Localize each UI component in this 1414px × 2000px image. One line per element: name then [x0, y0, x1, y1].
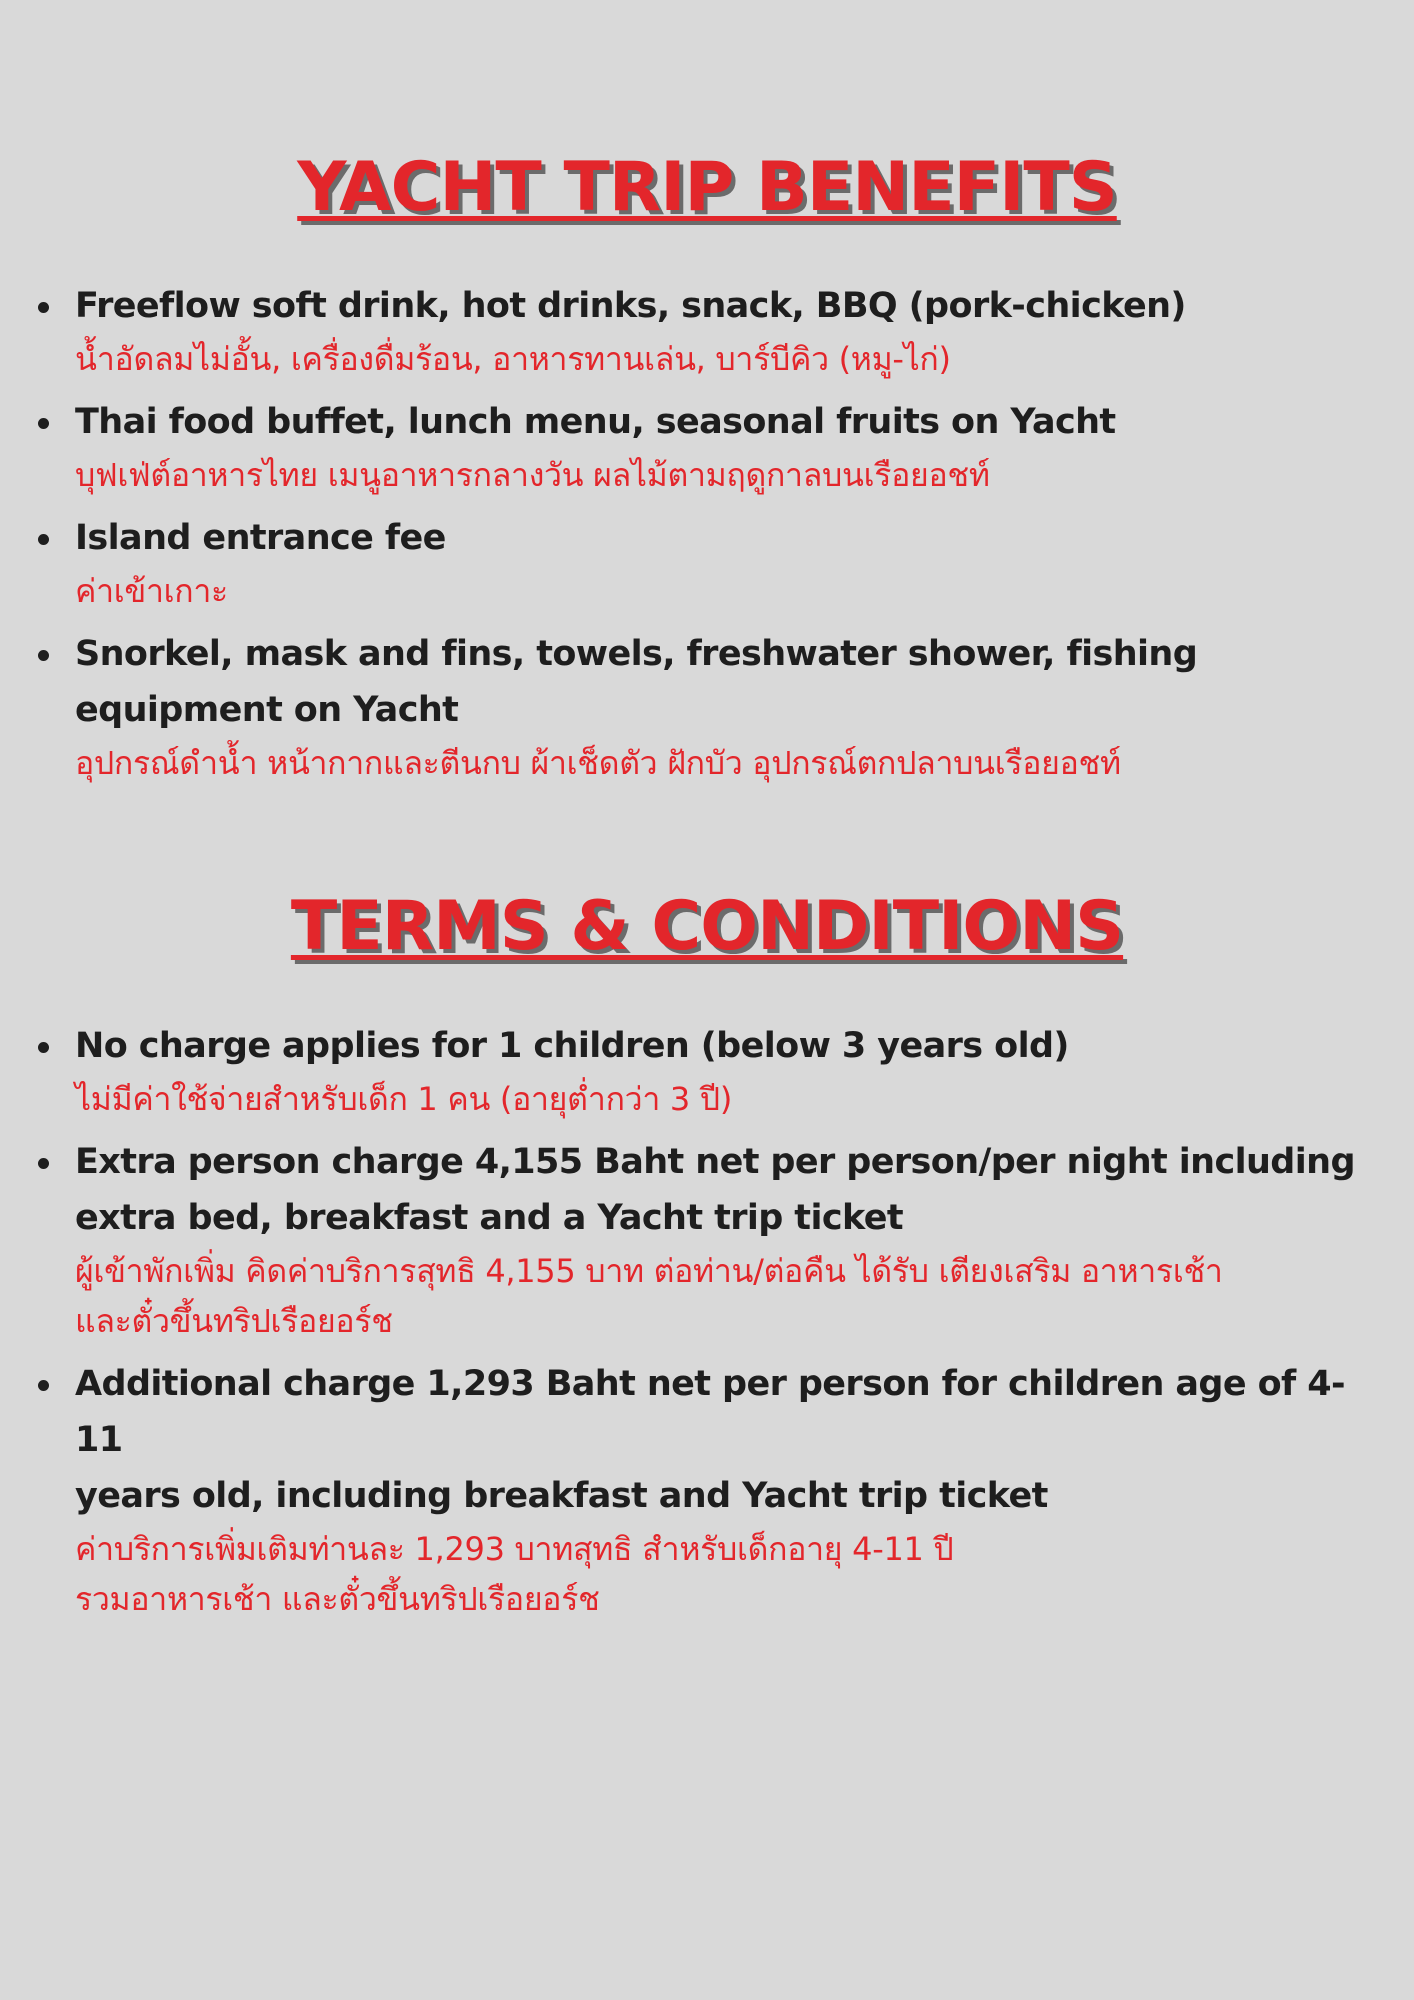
- benefits-title: YACHT TRIP BENEFITS: [297, 148, 1117, 227]
- bullet-icon: [38, 1042, 49, 1053]
- benefit-text-th: น้ำอัดลมไม่อั้น, เครื่องดื่มร้อน, อาหารทานเล่น, บาร์บีคิว (หมู-ไก่): [75, 340, 951, 378]
- benefit-text-th: ค่าเข้าเกาะ: [75, 572, 228, 610]
- term-text-en: No charge applies for 1 children (below 3 years old): [75, 1026, 1069, 1066]
- term-item-children-free: [0, 1018, 1414, 1124]
- term-item-extra-person: [0, 1134, 1414, 1346]
- terms-list: [0, 1018, 1414, 1634]
- term-item-children-charge: [0, 1356, 1414, 1624]
- benefit-text-en: Island entrance fee: [75, 518, 446, 558]
- terms-title: TERMS & CONDITIONS: [290, 887, 1124, 966]
- term-text-en: Additional charge 1,293 Baht net per person for children age of 4-11 years old, including breakfast and Yacht trip ticket: [75, 1364, 1345, 1516]
- benefit-item-buffet: [0, 394, 1414, 500]
- bullet-icon: [38, 1158, 49, 1169]
- term-text-th: ไม่มีค่าใช้จ่ายสำหรับเด็ก 1 คน (อายุต่ำกว่า 3 ปี): [75, 1080, 732, 1118]
- benefits-list: [0, 278, 1414, 798]
- benefit-text-en: Snorkel, mask and fins, towels, freshwater shower, fishing equipment on Yacht: [75, 634, 1198, 730]
- benefit-item-entrance-fee: [0, 510, 1414, 616]
- term-text-en: Extra person charge 4,155 Baht net per person/per night including extra bed, breakfast and a Yacht trip ticket: [75, 1142, 1355, 1238]
- benefit-text-en: Freeflow soft drink, hot drinks, snack, BBQ (pork-chicken): [75, 286, 1186, 326]
- term-text-th: ค่าบริการเพิ่มเติมท่านละ 1,293 บาทสุทธิ สำหรับเด็กอายุ 4-11 ปี รวมอาหารเช้า และตั๋วขึ้นทริปเรือยอร์ช: [75, 1530, 954, 1618]
- bullet-icon: [38, 302, 49, 313]
- bullet-icon: [38, 650, 49, 661]
- benefit-text-th: บุฟเฟ่ต์อาหารไทย เมนูอาหารกลางวัน ผลไม้ตามฤดูกาลบนเรือยอชท์: [75, 456, 990, 494]
- bullet-icon: [38, 534, 49, 545]
- benefit-item-freeflow: [0, 278, 1414, 384]
- benefit-item-equipment: [0, 626, 1414, 788]
- term-text-th: ผู้เข้าพักเพิ่ม คิดค่าบริการสุทธิ 4,155 บาท ต่อท่าน/ต่อคืน ได้รับ เตียงเสริม อาหารเช้า และตั๋วขึ้นทริปเรือยอร์ช: [75, 1252, 1223, 1340]
- bullet-icon: [38, 418, 49, 429]
- benefit-text-th: อุปกรณ์ดำน้ำ หน้ากากและตีนกบ ผ้าเช็ดตัว ฝักบัว อุปกรณ์ตกปลาบนเรือยอชท์: [75, 744, 1121, 782]
- bullet-icon: [38, 1380, 49, 1391]
- benefit-text-en: Thai food buffet, lunch menu, seasonal fruits on Yacht: [75, 402, 1116, 442]
